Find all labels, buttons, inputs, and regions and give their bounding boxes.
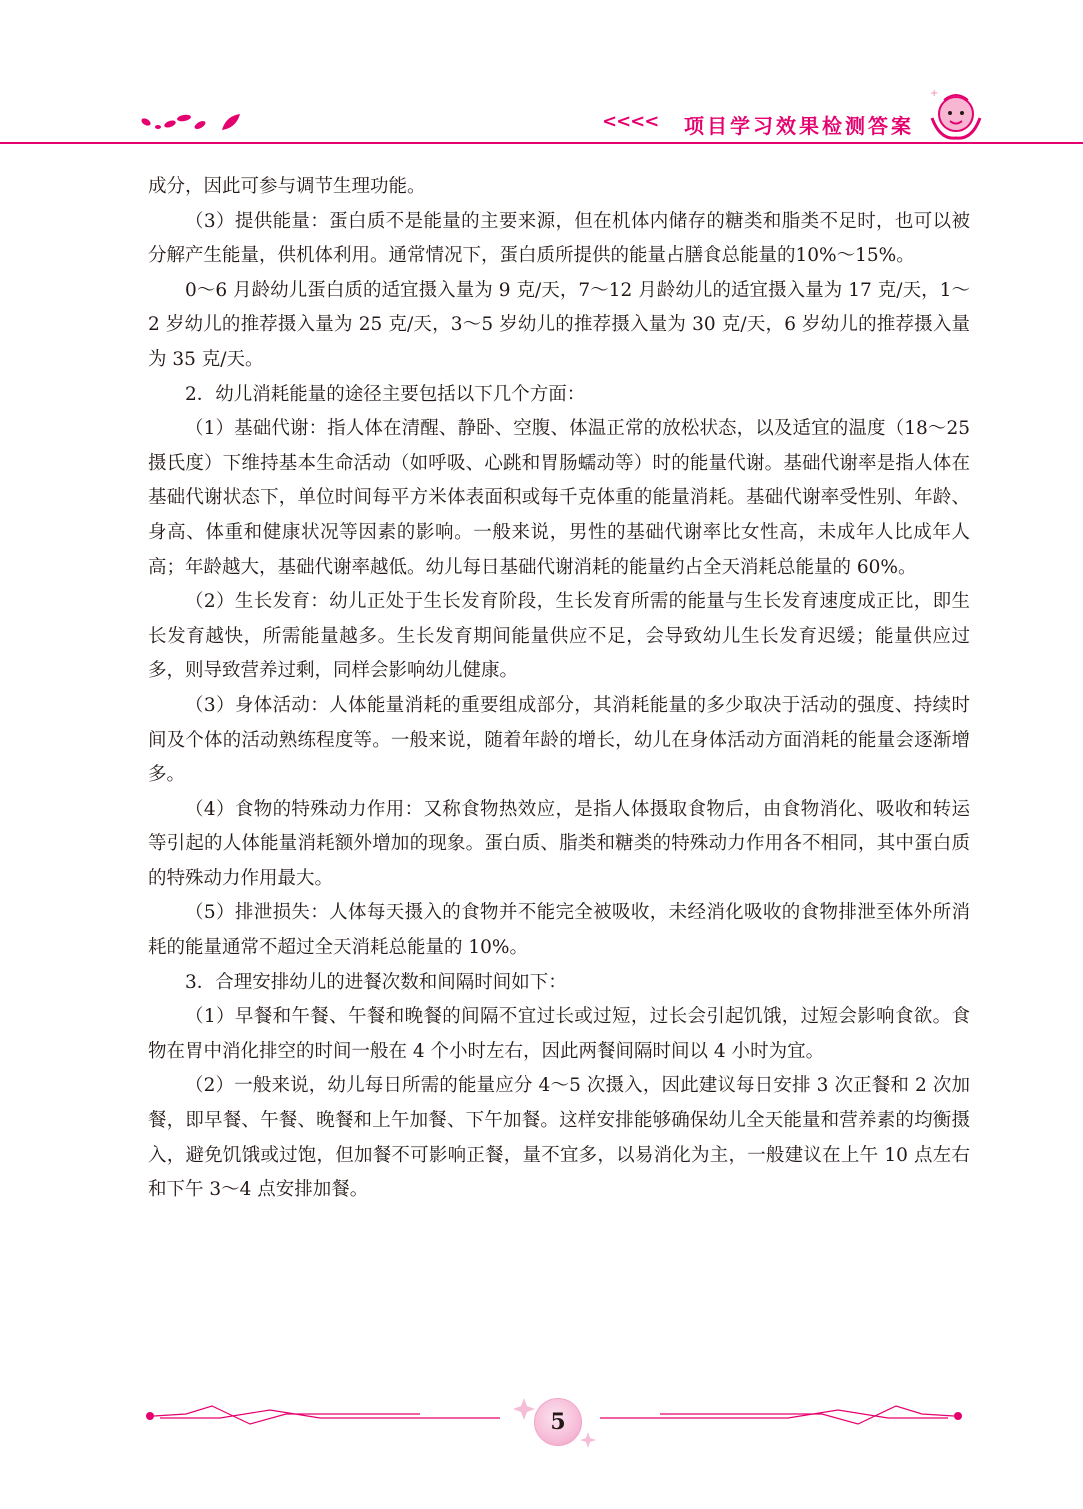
page-footer <box>0 1380 1083 1460</box>
baby-face-icon <box>930 88 980 138</box>
paragraph: （4）食物的特殊动力作用：又称食物热效应，是指人体摄取食物后，由食物消化、吸收和转运等引起的人体能量消耗额外增加的现象。蛋白质、脂类和糖类的特殊动力作用各不相同，其中蛋白质的特殊动力作用最大。 <box>148 798 970 889</box>
footer-line-right <box>600 1406 962 1424</box>
paragraph: （1）基础代谢：指人体在清醒、静卧、空腹、体温正常的放松状态，以及适宜的温度（18～25 摄氏度）下维持基本生命活动（如呼吸、心跳和胃肠蠕动等）时的能量代谢。基础代谢率是指人体在基础代谢状态下，单位时间每平方米体表面积或每千克体重的能量消耗。基础代谢率受性别、年龄、身高、体重和健康状况等因素的影响。一般来说，男性的基础代谢率比女性高，未成年人比成年人高；年龄越大，基础代谢率越低。幼儿每日基础代谢消耗的能量约占全天消耗总能量的 60%。 <box>148 418 970 578</box>
header-arrows: <<<< <box>602 111 659 132</box>
header-decoration <box>0 88 1083 150</box>
paragraph: 0～6 月龄幼儿蛋白质的适宜摄入量为 9 克/天，7～12 月龄幼儿的适宜摄入量为 17 克/天，1～2 岁幼儿的推荐摄入量为 25 克/天，3～5 岁幼儿的推荐摄入量为 30 克/天，6 岁幼儿的推荐摄入量为 35 克/天。 <box>148 279 970 370</box>
paragraph: 2．幼儿消耗能量的途径主要包括以下几个方面： <box>185 383 586 405</box>
paragraph: （2）生长发育：幼儿正处于生长发育阶段，生长发育所需的能量与生长发育速度成正比，即生长发育越快，所需能量越多。生长发育期间能量供应不足，会导致幼儿生长发育迟缓；能量供应过多，则导致营养过剩，同样会影响幼儿健康。 <box>148 591 970 682</box>
paragraph: （3）提供能量：蛋白质不是能量的主要来源，但在机体内储存的糖类和脂类不足时，也可以被分解产生能量，供机体利用。通常情况下，蛋白质所提供的能量占膳食总能量的10%～15%。 <box>148 210 970 267</box>
header-rule <box>0 142 1083 144</box>
page-number: 5 <box>534 1398 582 1446</box>
petal-icon <box>140 114 240 131</box>
footer-line-left <box>146 1406 500 1424</box>
paragraph: （3）身体活动：人体能量消耗的重要组成部分，其消耗能量的多少取决于活动的强度、持续时间及个体的活动熟练程度等。一般来说，随着年龄的增长，幼儿在身体活动方面消耗的能量会逐渐增多。 <box>148 694 970 786</box>
paragraph: 成分，因此可参与调节生理功能。 <box>148 176 426 197</box>
body-text <box>148 170 970 1208</box>
page-header <box>0 88 1083 150</box>
paragraph: （2）一般来说，幼儿每日所需的能量应分 4～5 次摄入，因此建议每日安排 3 次正餐和 2 次加餐，即早餐、午餐、晚餐和上午加餐、下午加餐。这样安排能够确保幼儿全天能量和营养素的均衡摄入，避免饥饿或过饱，但加餐不可影响正餐，量不宜多，以易消化为主，一般建议在上午 10 点左右和下午 3～4 点安排加餐。 <box>148 1075 970 1201</box>
paragraph: （5）排泄损失：人体每天摄入的食物并不能完全被吸收，未经消化吸收的食物排泄至体外所消耗的能量通常不超过全天消耗总能量的 10%。 <box>148 902 970 959</box>
paragraph: （1）早餐和午餐、午餐和晚餐的间隔不宜过长或过短，过长会引起饥饿，过短会影响食欲。食物在胃中消化排空的时间一般在 4 个小时左右，因此两餐间隔时间以 4 小时为宜。 <box>148 1006 970 1062</box>
svg-text:+: + <box>930 88 939 99</box>
paragraph: 3．合理安排幼儿的进餐次数和间隔时间如下： <box>185 971 567 993</box>
header-title: 项目学习效果检测答案 <box>684 114 914 138</box>
